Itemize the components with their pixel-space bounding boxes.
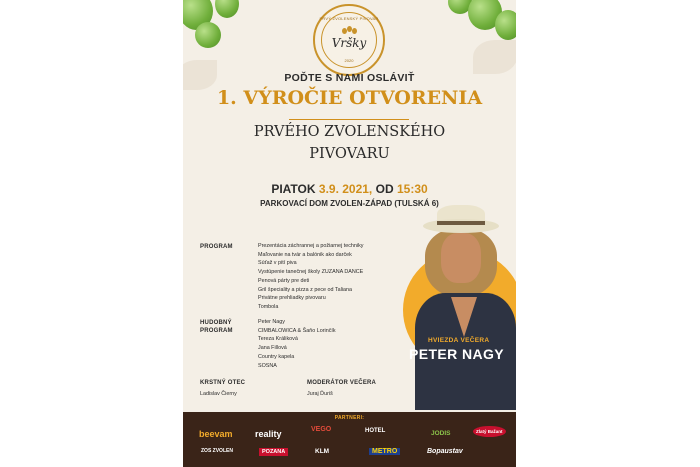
partner-logo: ZOS ZVOLEN (201, 448, 233, 454)
music-item: CIMBALOWICA & Šaňo Lorinčík (258, 327, 336, 334)
headline-lead: POĎTE S NAMI OSLÁVIŤ (284, 72, 415, 84)
event-location: PARKOVACÍ DOM ZVOLEN-ZÁPAD (TULSKÁ 6) (260, 199, 439, 208)
program-list (258, 242, 363, 312)
headline-sub-line1: PRVÉHO ZVOLENSKÉHO (253, 124, 446, 140)
artist-face (441, 233, 481, 283)
headline-main: 1. VÝROČIE OTVORENIA (216, 87, 483, 109)
program-label: PROGRAM (200, 244, 233, 250)
headline-divider (289, 119, 409, 120)
music-label-line1: HUDOBNÝ (200, 320, 232, 326)
event-date: 3.9. 2021, (318, 182, 373, 196)
music-item: SOSNA (258, 362, 277, 369)
event-poster (183, 0, 516, 467)
partner-logo: reality (255, 429, 282, 439)
program-item: Privátne prehliadky pivovaru (258, 295, 326, 302)
music-list (258, 318, 336, 370)
artist-photo (415, 205, 516, 410)
headline-sub-line2: PIVOVARU (309, 146, 390, 162)
logo-name: Vršky (331, 36, 367, 50)
music-item: Tereza Králiková (258, 336, 298, 343)
program-item: Vystúpenie tanečnej školy ZUZANA DANCE (258, 269, 364, 276)
event-from: OD (375, 182, 394, 196)
host-name: Juraj Ďuriš (307, 391, 333, 397)
leaf-decoration (473, 40, 516, 74)
partner-logo: JODIS (431, 430, 451, 437)
godfather-name: Ladislav Čierny (200, 391, 237, 397)
partners-bar (183, 412, 516, 467)
star-name: PETER NAGY (409, 346, 505, 362)
hop-cone-icon (215, 0, 239, 18)
partner-logo: POZANA (259, 448, 288, 456)
partners-label: PARTNERI: (334, 415, 365, 421)
partner-logo: VEGO (311, 426, 332, 433)
program-item: Tombola (258, 303, 279, 310)
hop-cone-icon (195, 22, 221, 48)
music-item: Jana Fillová (258, 345, 287, 352)
godfather-label: KRSTNÝ OTEC (200, 380, 246, 386)
hops-icon (342, 26, 356, 34)
event-day: PIATOK (271, 182, 316, 196)
music-label-line2: PROGRAM (200, 328, 233, 334)
partner-logo: KLM (315, 448, 330, 455)
hat-band (437, 221, 485, 225)
partner-logo: METRO (369, 448, 400, 455)
partner-logo: beevam (199, 429, 233, 439)
program-item: Maľovanie na tvár a balónik ako darček (258, 251, 352, 258)
event-datetime (183, 182, 516, 196)
star-label: HVIEZDA VEČERA (428, 337, 490, 344)
host-label: MODERÁTOR VEČERA (307, 380, 377, 386)
partner-logo: Bopaustav (427, 448, 463, 455)
program-item: Gril špeciality a pizza z pece od Taliana (258, 286, 352, 293)
logo-year: 2020 (344, 58, 354, 63)
event-time: 15:30 (396, 182, 428, 196)
brewery-logo (313, 4, 385, 76)
hop-cone-icon (495, 10, 516, 40)
music-item: Country kapela (258, 353, 295, 360)
program-item: Prezentácia záchrannej a požiarnej techniky (258, 243, 364, 249)
music-item: Peter Nagy (258, 319, 285, 325)
partner-logo: Zlatý Bažant (473, 426, 506, 437)
program-item: Súťaž v pití piva (258, 260, 297, 267)
logo-top-text: PRVÝ ZVOLENSKÝ PIVOVAR (319, 16, 379, 21)
music-label (200, 319, 233, 335)
program-item: Penová párty pre deti (258, 277, 310, 284)
partner-logo: HOTEL (365, 428, 386, 434)
